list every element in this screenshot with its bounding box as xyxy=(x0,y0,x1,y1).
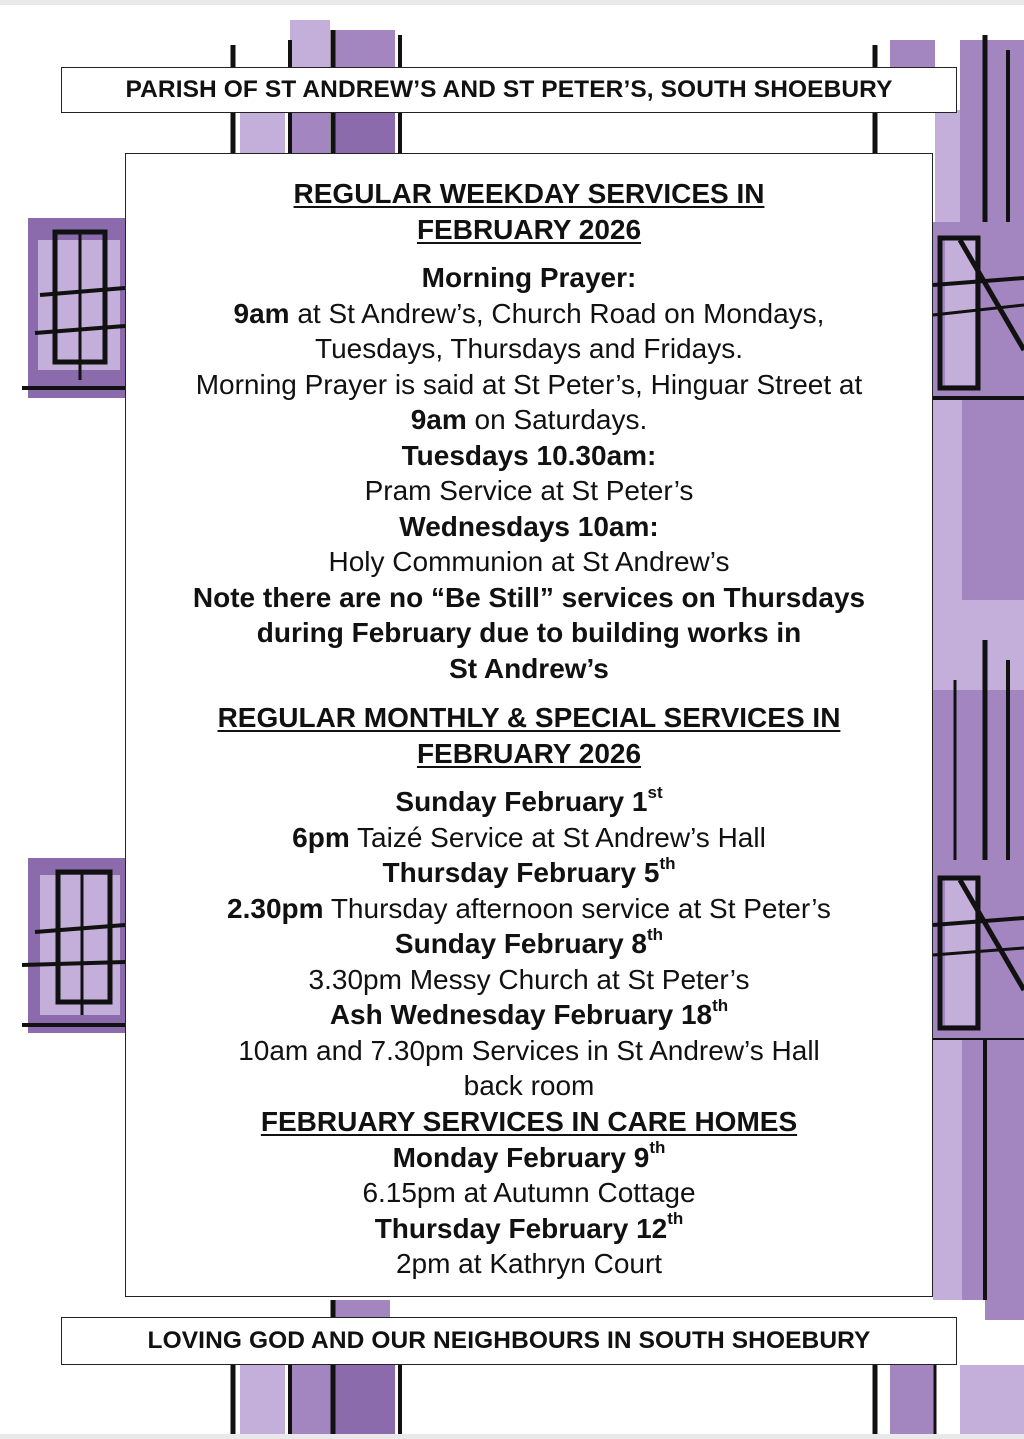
weekday-heading-line1: REGULAR WEEKDAY SERVICES IN xyxy=(293,178,765,209)
event-desc: 2.30pm Thursday afternoon service at St Peter’s xyxy=(227,892,831,924)
right-window-art-middle xyxy=(933,400,1024,880)
morning-prayer-place: at St Andrew’s, Church Road on Mondays, xyxy=(289,297,825,329)
note-line1: Note there are no “Be Still” services on Thursdays xyxy=(192,581,866,613)
wednesdays-desc: Holy Communion at St Andrew’s xyxy=(328,546,730,577)
morning-prayer-line4 xyxy=(126,402,932,438)
note-line2: during February due to building works in xyxy=(256,617,802,648)
left-window-art-lower xyxy=(22,858,125,1033)
care-homes-heading: FEBRUARY SERVICES IN CARE HOMES xyxy=(260,1105,798,1137)
tuesdays-desc: Pram Service at St Peter’s xyxy=(364,475,694,506)
event-title: Thursday February 12th xyxy=(374,1209,684,1244)
monthly-heading-line2: FEBRUARY 2026 xyxy=(416,738,642,769)
event-desc: 2pm at Kathryn Court xyxy=(395,1248,663,1279)
morning-prayer-line1 xyxy=(126,296,932,332)
monthly-heading-line1: REGULAR MONTHLY & SPECIAL SERVICES IN xyxy=(217,702,841,733)
event-desc: 3.30pm Messy Church at St Peter’s xyxy=(308,963,750,995)
bottom-right-window-art xyxy=(875,1365,1024,1435)
wednesdays-title: Wednesdays 10am: xyxy=(399,510,659,542)
parish-header-banner xyxy=(61,67,957,113)
event-title: Ash Wednesday February 18th xyxy=(329,995,729,1030)
footer-motto: LOVING GOD AND OUR NEIGHBOURS IN SOUTH SHOEBURY xyxy=(147,1327,871,1354)
morning-prayer-title: Morning Prayer: xyxy=(421,262,637,293)
event-title: Monday February 9th xyxy=(392,1138,666,1173)
morning-prayer-line3: Morning Prayer is said at St Peter’s, Hinguar Street at xyxy=(195,368,863,400)
parish-title: PARISH OF ST ANDREW’S AND ST PETER’S, SOUTH SHOEBURY xyxy=(125,76,893,103)
right-window-art-lower xyxy=(933,860,1024,1040)
right-window-art-upper xyxy=(933,222,1024,402)
bottom-edge-strip xyxy=(0,1434,1024,1439)
event-desc: 6.15pm at Autumn Cottage xyxy=(362,1177,696,1208)
event-title: Thursday February 5th xyxy=(382,853,676,888)
event-desc: 10am and 7.30pm Services in St Andrew’s Hall xyxy=(238,1034,820,1066)
services-panel xyxy=(125,153,933,1297)
weekday-heading-line2: FEBRUARY 2026 xyxy=(416,214,642,245)
tuesdays-title: Tuesdays 10.30am: xyxy=(401,439,657,471)
left-window-art-upper xyxy=(22,218,125,398)
right-window-art-bottom xyxy=(933,1040,1024,1320)
event-title: Sunday February 8th xyxy=(394,924,664,959)
saturday-prayer-rest: on Saturdays. xyxy=(466,404,648,435)
morning-prayer-time: 9am xyxy=(233,297,290,329)
note-line3: St Andrew’s xyxy=(449,652,609,684)
event-desc: back room xyxy=(463,1070,595,1101)
morning-prayer-line2: Tuesdays, Thursdays and Fridays. xyxy=(315,333,743,364)
saturday-prayer-time: 9am xyxy=(410,404,467,435)
footer-banner xyxy=(61,1317,957,1365)
event-desc: 6pm Taizé Service at St Andrew’s Hall xyxy=(292,821,766,853)
event-title: Sunday February 1st xyxy=(395,782,663,817)
